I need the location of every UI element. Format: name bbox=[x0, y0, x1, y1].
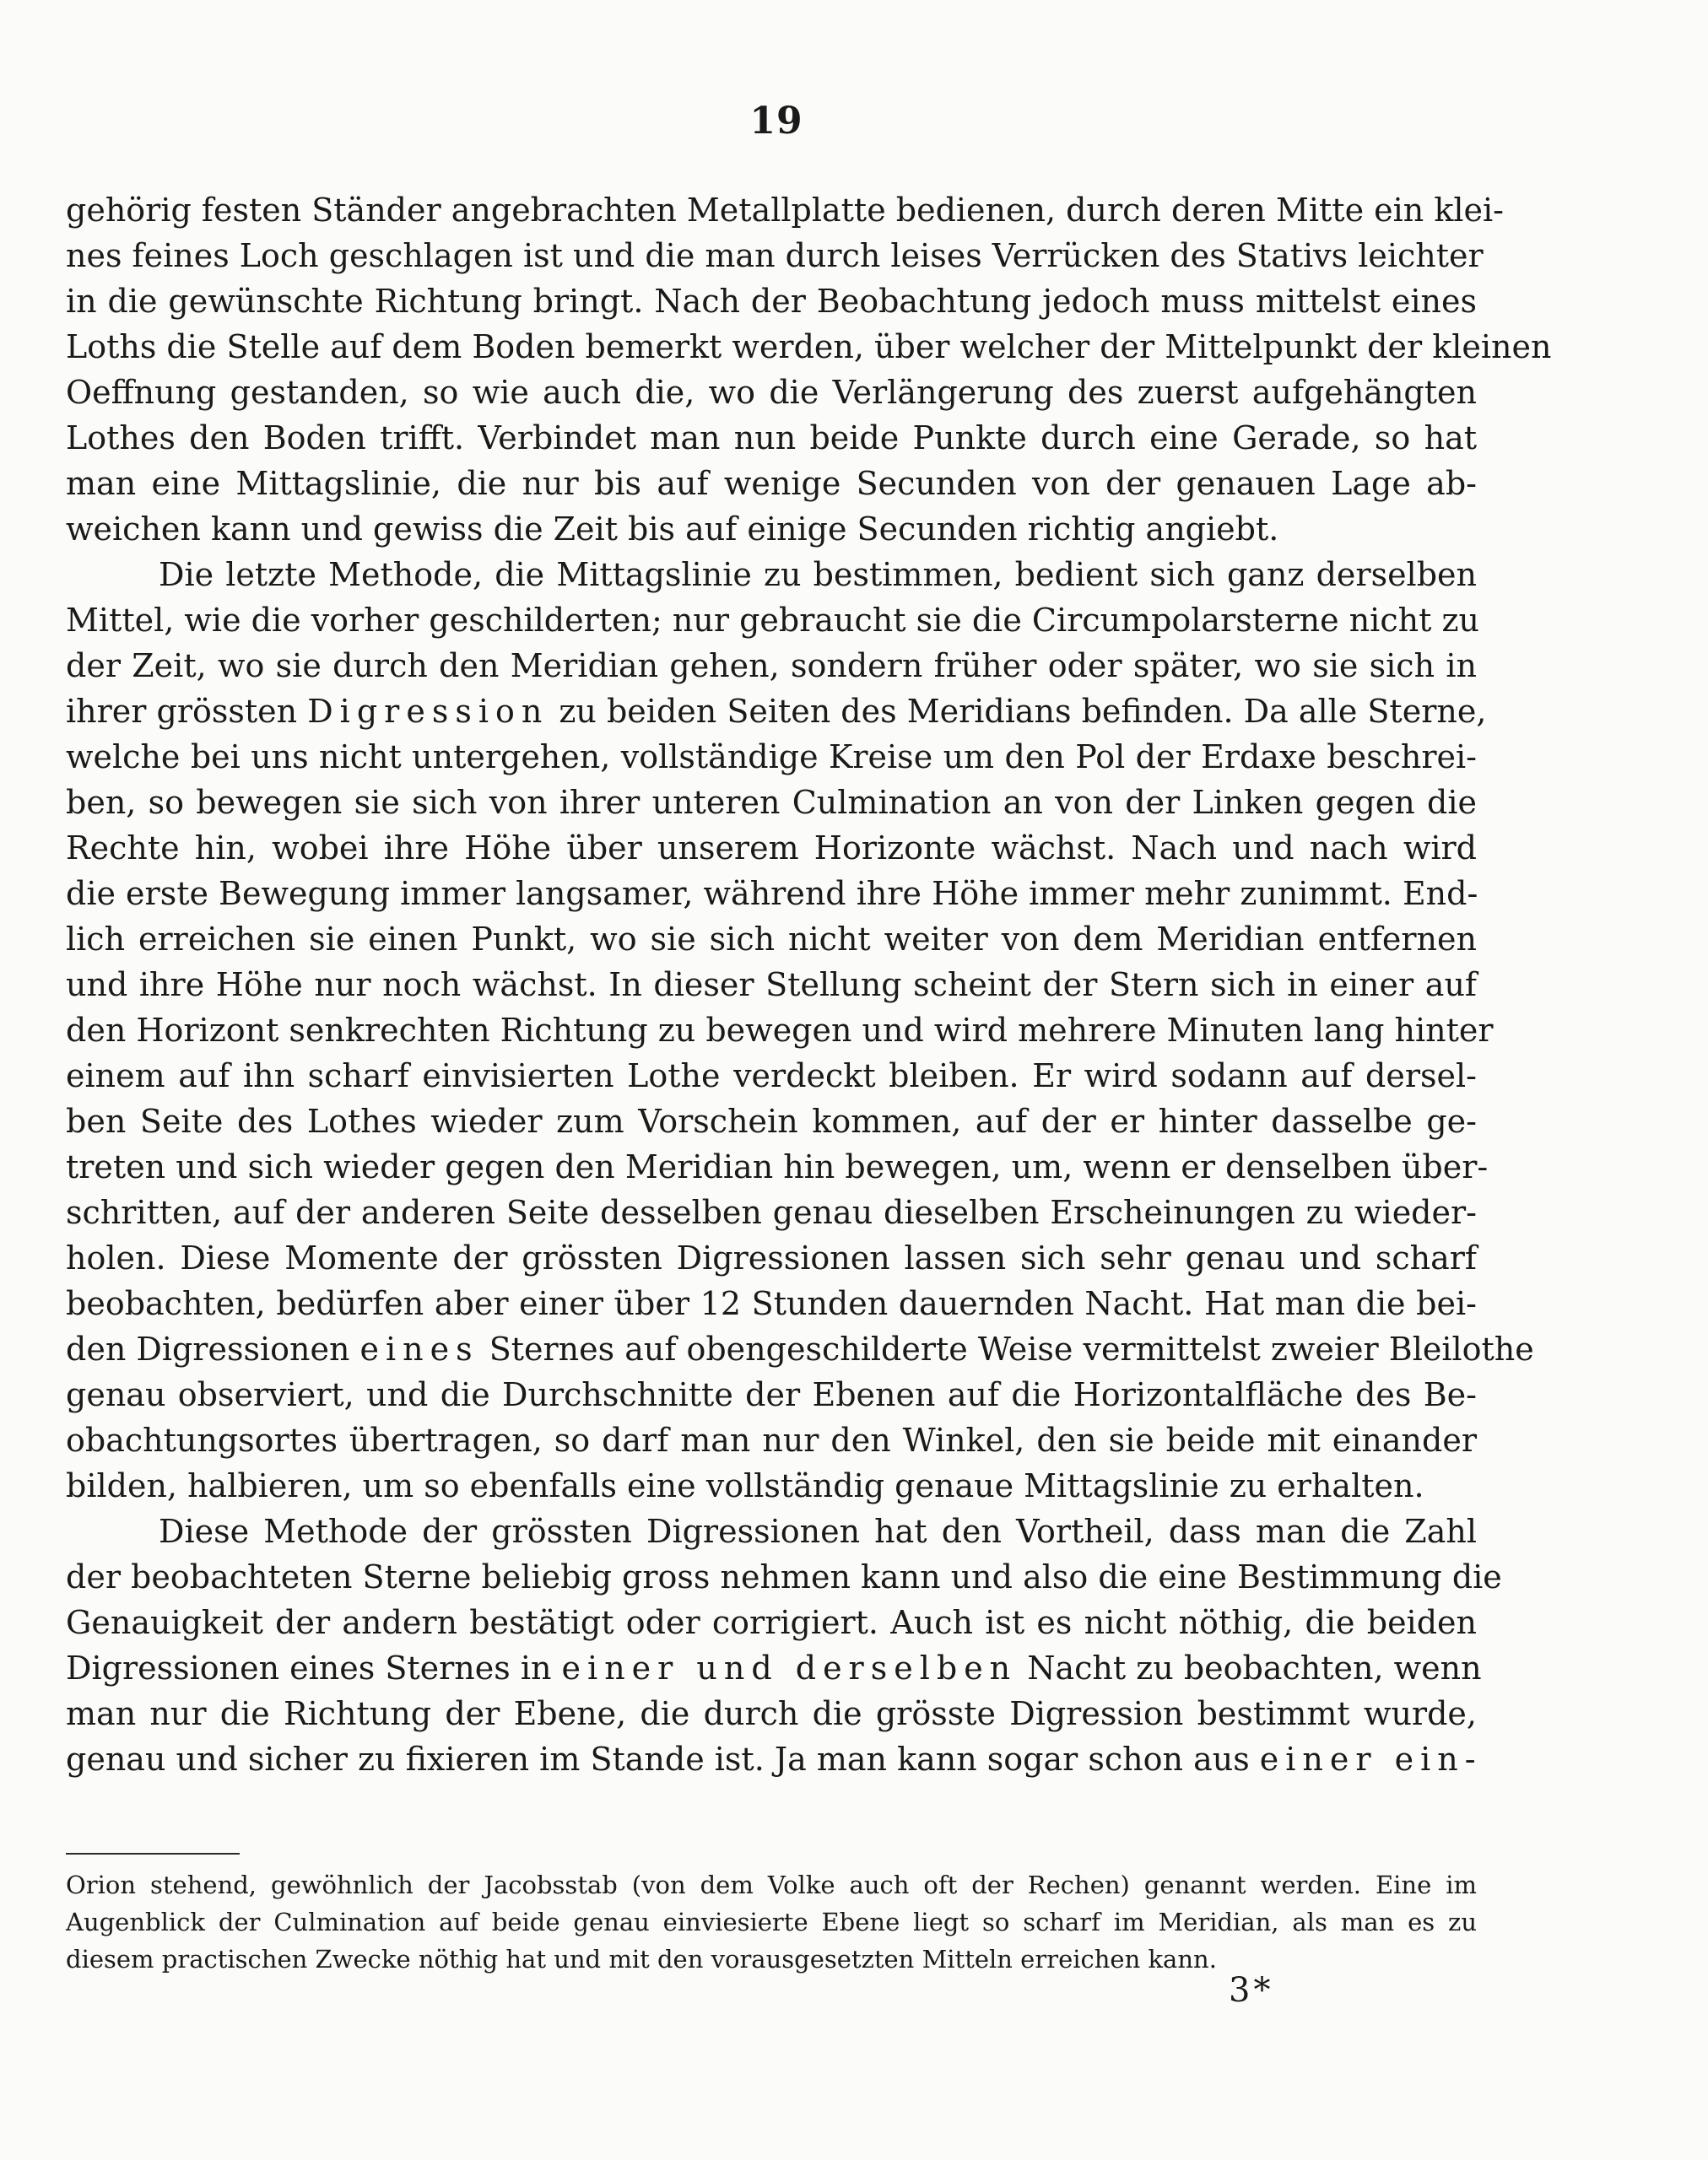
text-fragment: zu beiden Seiten des Meridians befinden. Da alle Sterne, bbox=[549, 693, 1487, 730]
footnote bbox=[66, 1866, 1477, 1978]
text-line: obachtungsortes übertragen, so darf man nur den Winkel, den sie beide mit einander bbox=[66, 1422, 1477, 1459]
text-line: in die gewünschte Richtung bringt. Nach der Beobachtung jedoch muss mittelst eines bbox=[66, 283, 1477, 320]
footnote-line: Augenblick der Culmination auf beide genau einviesierte Ebene liegt so scharf im Meridian, als man es zu bbox=[66, 1908, 1477, 1936]
text-line: Genauigkeit der andern bestätigt oder corrigiert. Auch ist es nicht nöthig, die beiden bbox=[66, 1604, 1477, 1641]
text-line: lich erreichen sie einen Punkt, wo sie sich nicht weiter von dem Meridian entfernen bbox=[66, 921, 1477, 958]
text-fragment: ihrer grössten bbox=[66, 693, 308, 730]
text-line-paragraph-start: Diese Methode der grössten Digressionen hat den Vortheil, dass man die Zahl bbox=[159, 1513, 1477, 1550]
text-line bbox=[66, 1645, 1482, 1691]
text-line: weichen kann und gewiss die Zeit bis auf einige Secunden richtig angiebt. bbox=[66, 510, 1279, 548]
text-line: und ihre Höhe nur noch wächst. In dieser Stellung scheint der Stern sich in einer auf bbox=[66, 966, 1477, 1003]
text-line bbox=[66, 1326, 1534, 1372]
text-line: einem auf ihn scharf einvisierten Lothe verdeckt bleiben. Er wird sodann auf dersel- bbox=[66, 1057, 1477, 1094]
page-number: 19 bbox=[749, 100, 803, 143]
emphasized-word: Digression bbox=[307, 693, 549, 730]
text-line: der beobachteten Sterne beliebig gross nehmen kann und also die eine Bestimmung die bbox=[66, 1558, 1502, 1596]
text-line: beobachten, bedürfen aber einer über 12 Stunden dauernden Nacht. Hat man die bei- bbox=[66, 1285, 1477, 1322]
text-fragment: Nacht zu beobachten, wenn bbox=[1017, 1650, 1482, 1687]
text-line: nes feines Loch geschlagen ist und die man durch leises Verrücken des Stativs leichter bbox=[66, 237, 1484, 274]
text-line: holen. Diese Momente der grössten Digressionen lassen sich sehr genau und scharf bbox=[66, 1239, 1477, 1277]
text-line: den Horizont senkrechten Richtung zu bewegen und wird mehrere Minuten lang hinter bbox=[66, 1012, 1494, 1049]
text-line: Loths die Stelle auf dem Boden bemerkt werden, über welcher der Mittelpunkt der kleinen bbox=[66, 328, 1552, 365]
text-line: treten und sich wieder gegen den Meridian hin bewegen, um, wenn er denselben über- bbox=[66, 1148, 1489, 1185]
text-line: man eine Mittagslinie, die nur bis auf wenige Secunden von der genauen Lage ab- bbox=[66, 465, 1477, 502]
text-line: Oeffnung gestanden, so wie auch die, wo die Verlängerung des zuerst aufgehängten bbox=[66, 374, 1477, 411]
text-line bbox=[66, 688, 1487, 734]
text-line: Mittel, wie die vorher geschilderten; nur gebraucht sie die Circumpolarsterne nicht zu bbox=[66, 602, 1479, 639]
body-text bbox=[66, 187, 1552, 1782]
text-line: der Zeit, wo sie durch den Meridian gehen, sondern früher oder später, wo sie sich in bbox=[66, 647, 1477, 684]
text-line: Rechte hin, wobei ihre Höhe über unserem Horizonte wächst. Nach und nach wird bbox=[66, 829, 1477, 867]
text-line: gehörig festen Ständer angebrachten Metallplatte bedienen, durch deren Mitte ein klei- bbox=[66, 192, 1504, 229]
text-fragment: genau und sicher zu fixieren im Stande ist. Ja man kann sogar schon aus bbox=[66, 1741, 1260, 1778]
footnote-divider bbox=[66, 1853, 240, 1855]
text-line: ben, so bewegen sie sich von ihrer unteren Culmination an von der Linken gegen die bbox=[66, 784, 1477, 821]
footnote-line: diesem practischen Zwecke nöthig hat und mit den vorausgesetzten Mitteln erreichen kann. bbox=[66, 1945, 1217, 1974]
emphasized-word: einer und derselben bbox=[561, 1650, 1018, 1687]
text-line: genau observiert, und die Durchschnitte der Ebenen auf die Horizontalfläche des Be- bbox=[66, 1376, 1477, 1413]
emphasized-word: einer ein- bbox=[1259, 1741, 1483, 1778]
text-line: Lothes den Boden trifft. Verbindet man nun beide Punkte durch eine Gerade, so hat bbox=[66, 419, 1477, 456]
signature-mark: 3* bbox=[1229, 1971, 1274, 2010]
footnote-line: Orion stehend, gewöhnlich der Jacobsstab (von dem Volke auch oft der Rechen) genannt werden. Eine im bbox=[66, 1871, 1477, 1899]
text-line: ben Seite des Lothes wieder zum Vorschein kommen, auf der er hinter dasselbe ge- bbox=[66, 1103, 1477, 1140]
text-fragment: den Digressionen bbox=[66, 1331, 360, 1368]
text-line-paragraph-start: Die letzte Methode, die Mittagslinie zu bestimmen, bedient sich ganz derselben bbox=[159, 556, 1477, 593]
text-fragment: Digressionen eines Sternes in bbox=[66, 1650, 562, 1687]
text-line: welche bei uns nicht untergehen, vollständige Kreise um den Pol der Erdaxe beschrei- bbox=[66, 738, 1477, 775]
text-line: die erste Bewegung immer langsamer, während ihre Höhe immer mehr zunimmt. End- bbox=[66, 875, 1478, 912]
text-line: man nur die Richtung der Ebene, die durch die grösste Digression bestimmt wurde, bbox=[66, 1695, 1477, 1732]
text-fragment: Sternes auf obengeschilderte Weise vermittelst zweier Bleilothe bbox=[478, 1331, 1534, 1368]
emphasized-word: eines bbox=[359, 1331, 479, 1368]
text-line: bilden, halbieren, um so ebenfalls eine vollständig genaue Mittagslinie zu erhalten. bbox=[66, 1467, 1424, 1504]
text-line bbox=[66, 1736, 1483, 1782]
text-line: schritten, auf der anderen Seite desselben genau dieselben Erscheinungen zu wieder- bbox=[66, 1194, 1477, 1231]
